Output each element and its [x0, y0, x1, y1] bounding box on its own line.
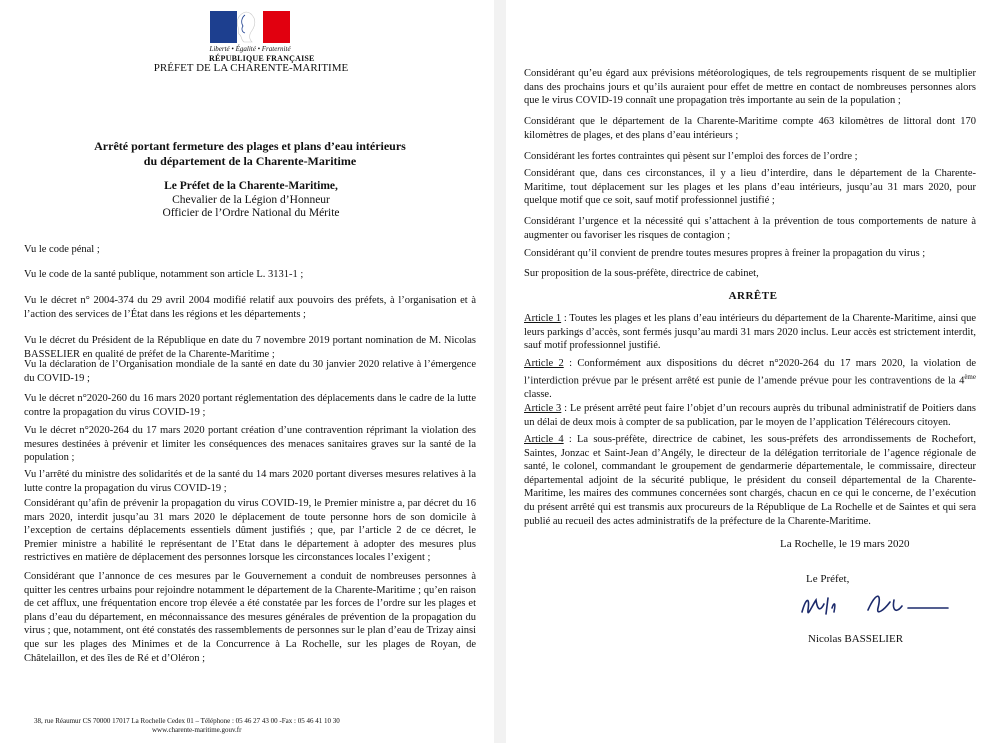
visa-paragraph: Vu le décret n° 2004-374 du 29 avril 2004 modifié relatif aux pouvoirs des préfets, à l’organisation et à l’action des services de l’État dans les régions et les départements ; — [24, 295, 476, 320]
article-1 — [524, 312, 976, 353]
considerant-paragraph: Considérant les fortes contraintes qui pèsent sur l’emploi des forces de l’ordre ; — [524, 151, 858, 162]
article-superscript: ème — [964, 372, 976, 381]
footer-address: 38, rue Réaumur CS 70000 17017 La Rochelle Cedex 01 – Téléphone : 05 46 27 43 00 -Fax : 05 46 41 10 30 — [34, 717, 340, 725]
document-title — [60, 139, 440, 169]
page-gutter — [494, 0, 506, 743]
article-3 — [524, 402, 976, 429]
article-label: Article 4 — [524, 434, 564, 445]
signatory-title: Le Préfet, — [806, 573, 850, 585]
signatory-name: Nicolas BASSELIER — [808, 633, 904, 645]
article-text: : Toutes les plages et les plans d’eau intérieurs du département de la Charente-Maritime, ainsi que leurs parkings d’accès, sont fermés jusqu’au mardi 31 mars 2020 inclus. Leur accès est strictement interdit, sauf motif professionnel justifié. — [524, 313, 976, 352]
considerant-paragraph: Considérant que, dans ces circonstances, il y a lieu d’interdire, dans le département de la Charente-Maritime, tout déplacement sur les plages et les plans d’eau intérieurs, jusqu’au 31 mars 2020, pour quelque motif que ce soit, sauf motif professionnel justifié ; — [524, 168, 976, 207]
footer — [34, 717, 454, 735]
footer-website: www.charente-maritime.gouv.fr — [152, 726, 242, 734]
article-text-end: classe. — [524, 388, 552, 400]
tricolor-flag — [210, 11, 290, 43]
handwritten-signature — [798, 588, 958, 622]
article-label: Article 3 — [524, 403, 562, 414]
republic-motto: Liberté • Égalité • Fraternité — [209, 45, 291, 53]
considerant-paragraph: Considérant qu’eu égard aux prévisions météorologiques, de tels regroupements risquent de se multiplier dans des prochains jours et qu’ils auraient pour effet de mettre en contact de nombreuses personnes alors que le virus COVID-19 connaît une propagation très importante au sein de la population ; — [524, 68, 976, 107]
visa-paragraph: Vu le décret n°2020-260 du 16 mars 2020 portant réglementation des déplacements dans le cadre de la lutte contre la propagation du virus COVID-19 ; — [24, 393, 476, 418]
article-label: Article 2 — [524, 358, 564, 369]
marianne-logo — [209, 11, 315, 63]
arrete-heading: ARRÊTE — [728, 290, 778, 302]
article-label: Article 1 — [524, 313, 562, 324]
considerant-paragraph: Considérant que l’annonce de ces mesures par le Gouvernement a conduit de nombreuses personnes à quitter les centres urbains pour rejoindre notamment le département de la Charente-Maritime ; qu’en raison de cet afflux, une fréquentation encore trop élevée a été constatée par les forces de l’ordre sur les plages et plans d’eau du département, en méconnaissance des mesures générales de prévention de la propagation du virus ; que, notamment, ont été constatés des rassemblements de personnes sur le plan d’eau de Trizay ainsi que sur les plages des Minimes et de la Concurrence à La Rochelle, sur les plages de Royan, de Châtelaillon, et des îles de Ré et d’Oléron ; — [24, 571, 476, 664]
considerant-paragraph: Considérant que le département de la Charente-Maritime compte 463 kilomètres de littoral dont 170 kilomètres de plages, et des plans d’eau intérieurs ; — [524, 116, 976, 141]
visa-paragraph: Vu le code pénal ; — [24, 244, 100, 255]
article-text: : La sous-préfète, directrice de cabinet, les sous-préfets des arrondissements de Rochefort, Saintes, Jonzac et Saint-Jean d’Angély, le directeur de la délégation territoriale de l’agence régionale de santé, le colonel, commandant le groupement de gendarmerie départementale, le commissaire, directeur départemental adjoint de la sécurité publique, le président du conseil départemental de la Charente-Maritime, les maires des communes concernées sont chargés, chacun en ce qui le concerne, de l’exécution du présent arrêté qui est transmis aux procureurs de la République de La Rochelle et de Saintes et qui sera publié au recueil des actes administratifs de la préfecture de la Charente-Maritime. — [524, 434, 976, 527]
issuer-honor-2: Officier de l’Ordre National du Mérite — [162, 207, 340, 219]
issuer-name: Le Préfet de la Charente-Maritime, — [164, 180, 338, 192]
visa-paragraph: Vu l’arrêté du ministre des solidarités et de la santé du 14 mars 2020 portant diverses mesures relatives à la lutte contre la propagation du virus COVID-19 ; — [24, 469, 476, 494]
visa-paragraph: Vu le décret n°2020-264 du 17 mars 2020 portant création d’une contravention réprimant la violation des mesures destinées à prévenir et limiter les conséquences des menaces sanitaires graves sur la santé de la population ; — [24, 425, 476, 464]
title-line-2: du département de la Charente-Maritime — [143, 154, 357, 168]
considerant-paragraph: Considérant qu’il convient de prendre toutes mesures propres à freiner la propagation du virus ; — [524, 248, 926, 259]
article-2 — [524, 357, 976, 401]
issuer-honor-1: Chevalier de la Légion d’Honneur — [172, 193, 330, 206]
considerant-paragraph: Considérant qu’afin de prévenir la propagation du virus COVID-19, le Premier ministre a, par décret du 16 mars 2020, interdit jusqu’au 31 mars 2020 le déplacement de toute personne hors de son domicile à l’exception de certains déplacements essentiels dûment justifiés ; que, par l’article 2 de ce décret, le Premier ministre a habilité le représentant de l’Etat dans le département à adopter des mesures plus restrictives en matière de déplacement des personnes lorsque les circonstances locales l’exigent ; — [24, 498, 476, 564]
proposal-paragraph: Sur proposition de la sous-préfète, directrice de cabinet, — [524, 268, 759, 279]
title-line-1: Arrêté portant fermeture des plages et plans d’eau intérieurs — [94, 139, 406, 153]
visa-paragraph: Vu la déclaration de l’Organisation mondiale de la santé en date du 30 janvier 2020 relative à l’émergence du COVID-19 ; — [24, 359, 476, 384]
visa-paragraph: Vu le décret du Président de la République en date du 7 novembre 2019 portant nomination de M. Nicolas BASSELIER en qualité de préfet de la Charente-Maritime ; — [24, 335, 476, 360]
republic-name: RÉPUBLIQUE FRANÇAISE — [209, 54, 315, 63]
considerant-paragraph: Considérant l’urgence et la nécessité qui s’attachent à la prévention de tous comportements de nature à augmenter ou favoriser les risques de contagion ; — [524, 216, 976, 241]
article-text: : Le présent arrêté peut faire l’objet d’un recours auprès du tribunal administratif de Poitiers dans un délai de deux mois à compter de sa publication, par le moyen de l’application Télérecours citoyen. — [524, 403, 976, 428]
marianne-profile-icon — [232, 11, 258, 43]
left-page — [0, 0, 494, 743]
prefecture-name: PRÉFET DE LA CHARENTE-MARITIME — [153, 62, 349, 74]
visa-paragraph: Vu le code de la santé publique, notamment son article L. 3131-1 ; — [24, 269, 304, 280]
issuer-block — [140, 180, 362, 221]
article-text: : Conformément aux dispositions du décret n°2020-264 du 17 mars 2020, la violation de l’interdiction prévue par le présent arrêté est punie de l’amende prévue pour les contraventions de la 4 — [524, 358, 976, 387]
article-4 — [524, 433, 976, 528]
place-date: La Rochelle, le 19 mars 2020 — [780, 538, 910, 550]
